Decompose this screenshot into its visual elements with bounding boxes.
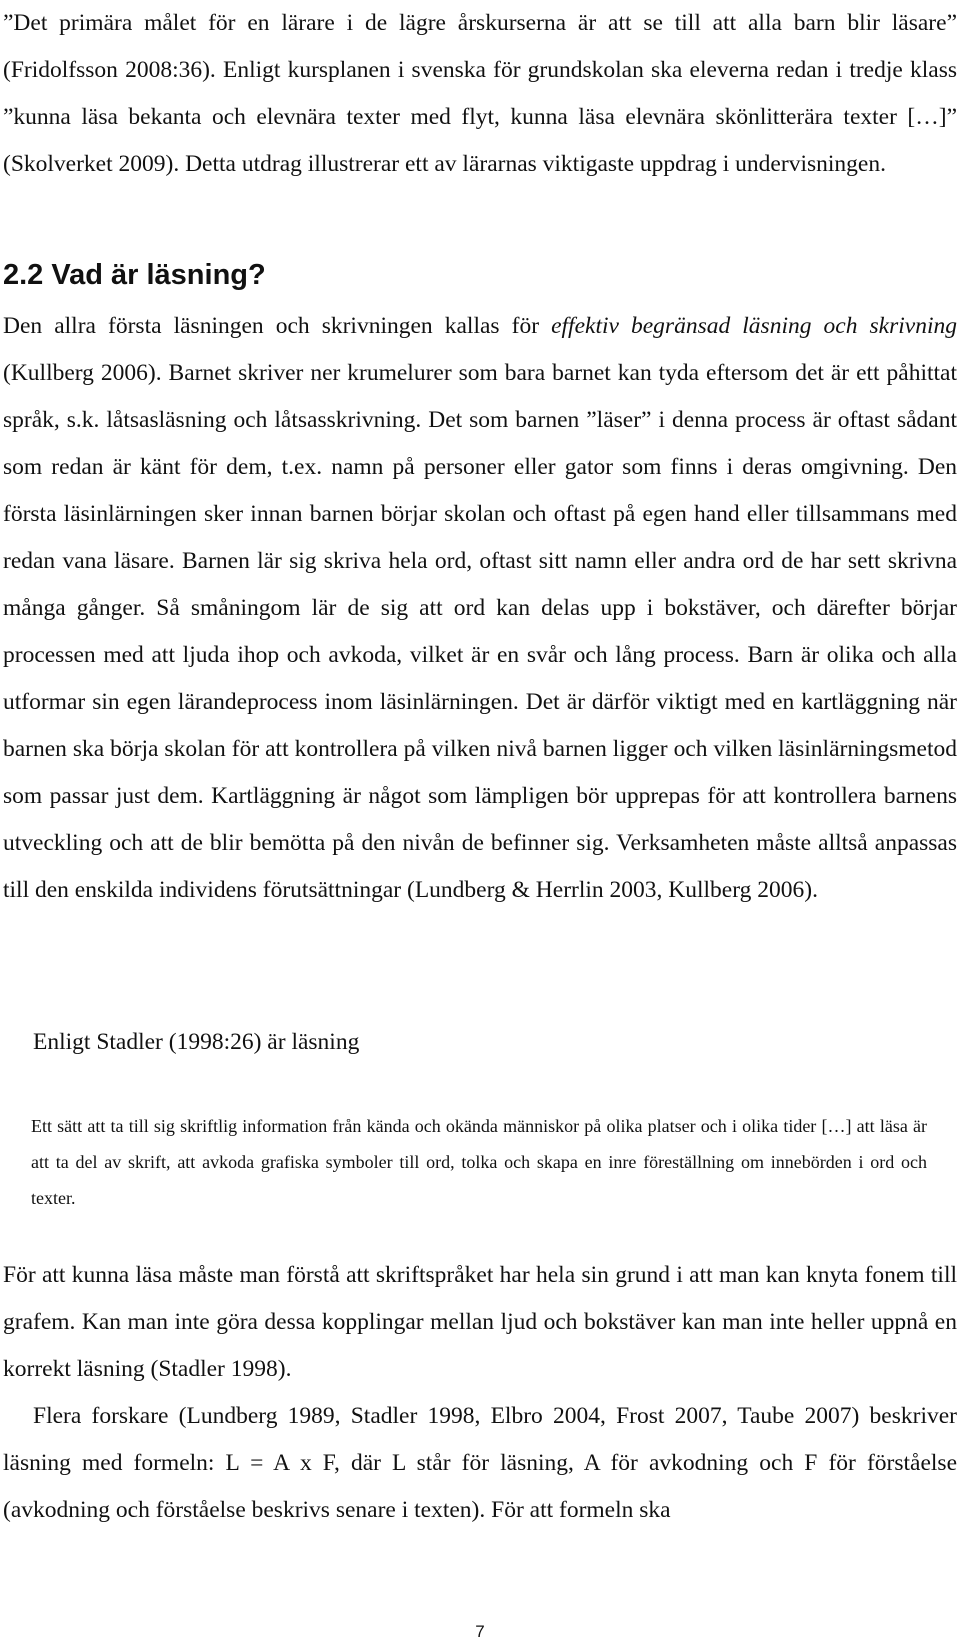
paragraph-definition-text-start: Den allra första läsningen och skrivningen kallas för xyxy=(3,313,552,339)
paragraph-definition-term: effektiv begränsad läsning och skrivning xyxy=(551,313,958,339)
page-number: 7 xyxy=(475,1622,485,1641)
block-quote: Ett sätt att ta till sig skriftlig information från kända och okända människor på olika platser och i olika tider […] att läsa är att ta del av skrift, att avkoda grafiska symboler till ord, tolka och skapa en inre föreställning om innebörden i ord och texter. xyxy=(31,1116,927,1208)
quote-intro: Enligt Stadler (1998:26) är läsning xyxy=(33,1029,360,1055)
paragraph-intro-text: ”Det primära målet för en lärare i de lägre årskurserna är att se till att alla barn blir läsare” (Fridolfsson 2008:36). Enligt kursplanen i svenska för grundskolan ska eleverna redan i tredje klass ”kunna läsa bekanta och elevnära texter med flyt, kunna läsa elevnära skönlitterära texter […]” (Skolverket 2009). Detta utdrag illustrerar ett av lärarnas viktigaste uppdrag i undervisningen. xyxy=(3,10,957,177)
paragraph-formula: Flera forskare (Lundberg 1989, Stadler 1998, Elbro 2004, Frost 2007, Taube 2007) beskriver läsning med formeln: L = A x F, där L står för läsning, A för avkodning och F för förståelse (avkodning och förståelse beskrivs senare i texten). För att formeln ska xyxy=(3,1403,957,1523)
paragraph-definition xyxy=(3,303,957,914)
section-heading: 2.2 Vad är läsning? xyxy=(3,259,266,291)
paragraph-definition-text-end: (Kullberg 2006). Barnet skriver ner krumelurer som bara barnet kan tyda eftersom det är ett påhittat språk, s.k. låtsasläsning och låtsasskrivning. Det som barnen ”läser” i denna process är oftast sådant som redan är känt för dem, t.ex. namn på personer eller gator som finns i deras omgivning. Den första läsinlärningen sker innan barnen börjar skolan och oftast på egen hand eller tillsammans med redan vana läsare. Barnen lär sig skriva hela ord, oftast sitt namn eller andra ord de har sett skrivna många gånger. Så småningom lär de sig att ord kan delas upp i bokstäver, och därefter börjar processen med att ljuda ihop och avkoda, vilket är en svår och lång process. Barn är olika och alla utformar sin egen lärandeprocess inom läsinlärningen. Det är därför viktigt med en kartläggning när barnen ska börja skolan för att kontrollera på vilken nivå barnen ligger och vilken läsinlärningsmetod som passar just dem. Kartläggning är något som lämpligen bör upprepas för att kontrollera barnens utveckling och att de blir bemötta på den nivån de befinner sig. Verksamheten måste alltså anpassas till den enskilda individens förutsättningar (Lundberg & Herrlin 2003, Kullberg 2006). xyxy=(3,360,957,903)
paragraph-phoneme: För att kunna läsa måste man förstå att skriftspråket har hela sin grund i att man kan knyta fonem till grafem. Kan man inte göra dessa kopplingar mellan ljud och bokstäver kan man inte heller uppnå en korrekt läsning (Stadler 1998). xyxy=(3,1262,957,1382)
paragraph-intro xyxy=(3,0,957,188)
